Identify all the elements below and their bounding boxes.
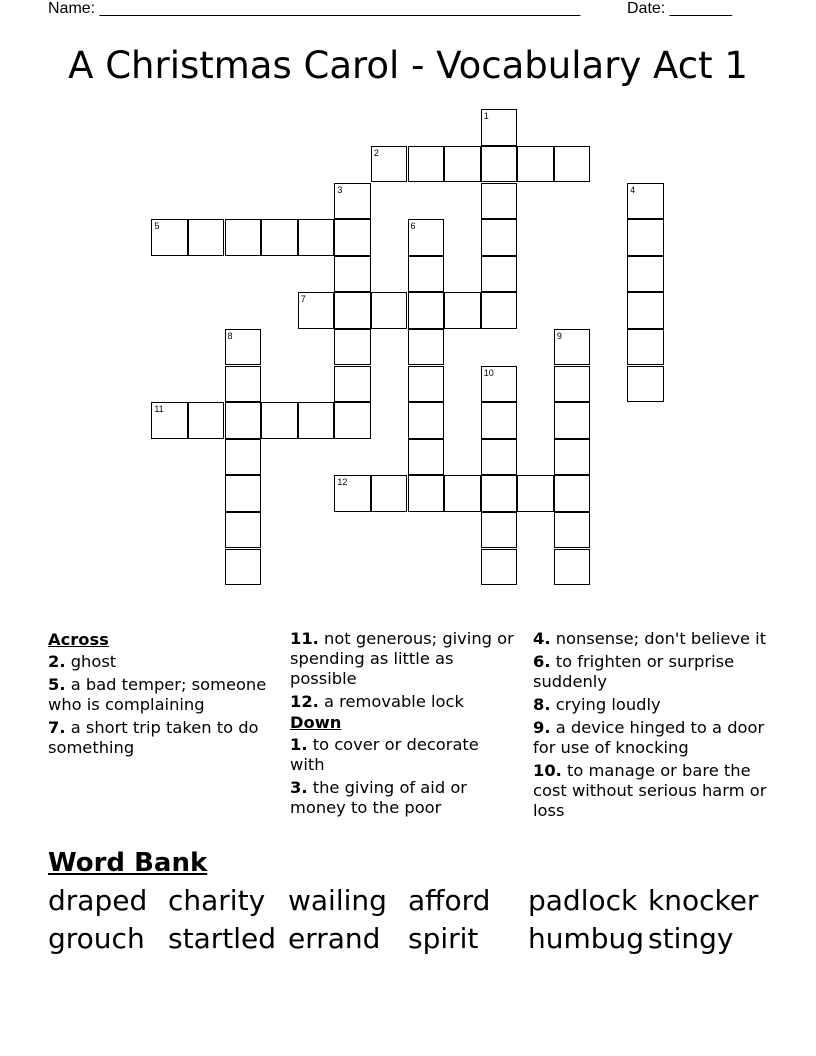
cell-number: 6 [410, 221, 416, 232]
crossword-cell[interactable] [298, 402, 335, 439]
crossword-cell[interactable] [481, 219, 518, 256]
crossword-cell[interactable] [481, 366, 518, 403]
cell-number: 9 [556, 330, 562, 341]
crossword-cell[interactable] [371, 292, 408, 329]
crossword-cell[interactable] [481, 183, 518, 220]
crossword-cell[interactable] [481, 109, 518, 146]
crossword-cell[interactable] [554, 512, 591, 549]
crossword-cell[interactable] [408, 475, 445, 512]
clue-down-10: 10. to manage or bare the cost without serious harm or loss [533, 761, 767, 820]
crossword-cell[interactable] [627, 183, 664, 220]
crossword-cell[interactable] [444, 475, 481, 512]
crossword-cell[interactable] [481, 475, 518, 512]
word-bank-item: humbug [528, 922, 645, 955]
crossword-cell[interactable] [627, 219, 664, 256]
crossword-cell[interactable] [334, 475, 371, 512]
page-title: A Christmas Carol - Vocabulary Act 1 [68, 44, 748, 87]
word-bank-item: draped [48, 884, 148, 917]
crossword-cell[interactable] [371, 146, 408, 183]
crossword-cell[interactable] [408, 219, 445, 256]
name-field[interactable]: Name: ______________________________________________________ [48, 0, 581, 17]
cell-number: 2 [373, 147, 379, 158]
word-bank-item: startled [168, 922, 276, 955]
crossword-cell[interactable] [225, 329, 262, 366]
down-heading: Down [290, 713, 342, 732]
cell-number: 4 [630, 184, 636, 195]
crossword-cell[interactable] [225, 512, 262, 549]
crossword-cell[interactable] [627, 292, 664, 329]
word-bank-item: spirit [408, 922, 479, 955]
clue-down-1: 1. to cover or decorate with [290, 735, 479, 774]
word-bank-title: Word Bank [48, 848, 208, 878]
clues-column-1 [48, 629, 273, 761]
crossword-cell[interactable] [334, 219, 371, 256]
crossword-cell[interactable] [517, 475, 554, 512]
crossword-cell[interactable] [298, 219, 335, 256]
cell-number: 5 [154, 221, 160, 232]
crossword-cell[interactable] [554, 475, 591, 512]
crossword-cell[interactable] [408, 146, 445, 183]
crossword-cell[interactable] [334, 329, 371, 366]
crossword-cell[interactable] [481, 292, 518, 329]
word-bank-item: padlock [528, 884, 638, 917]
cell-number: 3 [337, 184, 343, 195]
clues-column-2 [290, 629, 518, 821]
crossword-cell[interactable] [408, 292, 445, 329]
crossword-cell[interactable] [408, 256, 445, 293]
word-bank-item: stingy [648, 922, 734, 955]
date-field[interactable]: Date: _______ [627, 0, 732, 17]
crossword-cell[interactable] [334, 256, 371, 293]
cell-number: 1 [483, 111, 489, 122]
clue-across-2: 2. ghost [48, 652, 117, 671]
clue-across-5: 5. a bad temper; someone who is complaining [48, 675, 267, 714]
crossword-cell[interactable] [554, 549, 591, 586]
clue-down-8: 8. crying loudly [533, 695, 661, 714]
clue-across-12: 12. a removable lock [290, 692, 464, 711]
crossword-cell[interactable] [554, 146, 591, 183]
clues-column-3 [533, 629, 768, 824]
crossword-cell[interactable] [554, 366, 591, 403]
crossword-cell[interactable] [334, 183, 371, 220]
crossword-cell[interactable] [225, 219, 262, 256]
word-bank-item: charity [168, 884, 266, 917]
crossword-cell[interactable] [408, 329, 445, 366]
across-heading: Across [48, 630, 109, 649]
crossword-cell[interactable] [554, 329, 591, 366]
clue-down-3: 3. the giving of aid or money to the poor [290, 778, 467, 817]
cell-number: 11 [154, 404, 164, 415]
clue-across-11: 11. not generous; giving or spending as little as possible [290, 629, 514, 688]
crossword-cell[interactable] [334, 366, 371, 403]
crossword-cell[interactable] [517, 146, 554, 183]
crossword-cell[interactable] [481, 146, 518, 183]
crossword-cell[interactable] [627, 329, 664, 366]
word-bank-item: afford [408, 884, 491, 917]
crossword-cell[interactable] [188, 219, 225, 256]
crossword-cell[interactable] [225, 549, 262, 586]
crossword-cell[interactable] [627, 256, 664, 293]
cell-number: 7 [300, 294, 306, 305]
crossword-cell[interactable] [554, 439, 591, 476]
crossword-cell[interactable] [481, 549, 518, 586]
crossword-cell[interactable] [371, 475, 408, 512]
crossword-cell[interactable] [444, 146, 481, 183]
crossword-cell[interactable] [334, 292, 371, 329]
word-bank-item: wailing [288, 884, 387, 917]
crossword-cell[interactable] [334, 402, 371, 439]
crossword-cell[interactable] [554, 402, 591, 439]
clue-down-4: 4. nonsense; don't believe it [533, 629, 767, 648]
crossword-cell[interactable] [444, 292, 481, 329]
cell-number: 8 [227, 330, 233, 341]
word-bank-item: grouch [48, 922, 145, 955]
crossword-cell[interactable] [481, 439, 518, 476]
crossword-cell[interactable] [225, 439, 262, 476]
crossword-cell[interactable] [481, 512, 518, 549]
crossword-cell[interactable] [298, 292, 335, 329]
crossword-cell[interactable] [151, 219, 188, 256]
crossword-cell[interactable] [408, 402, 445, 439]
word-bank-item: errand [288, 922, 381, 955]
clue-down-6: 6. to frighten or surprise suddenly [533, 652, 735, 691]
crossword-cell[interactable] [627, 366, 664, 403]
crossword-cell[interactable] [261, 219, 298, 256]
crossword-cell[interactable] [481, 256, 518, 293]
clue-across-7: 7. a short trip taken to do something [48, 718, 259, 757]
crossword-cell[interactable] [408, 439, 445, 476]
crossword-cell[interactable] [188, 402, 225, 439]
clue-down-9: 9. a device hinged to a door for use of knocking [533, 718, 765, 757]
crossword-cell[interactable] [225, 475, 262, 512]
crossword-cell[interactable] [151, 402, 188, 439]
word-bank-item: knocker [648, 884, 759, 917]
crossword-cell[interactable] [408, 366, 445, 403]
cell-number: 12 [337, 477, 348, 488]
cell-number: 10 [483, 367, 494, 378]
crossword-cell[interactable] [225, 402, 262, 439]
crossword-cell[interactable] [481, 402, 518, 439]
crossword-cell[interactable] [225, 366, 262, 403]
crossword-cell[interactable] [261, 402, 298, 439]
